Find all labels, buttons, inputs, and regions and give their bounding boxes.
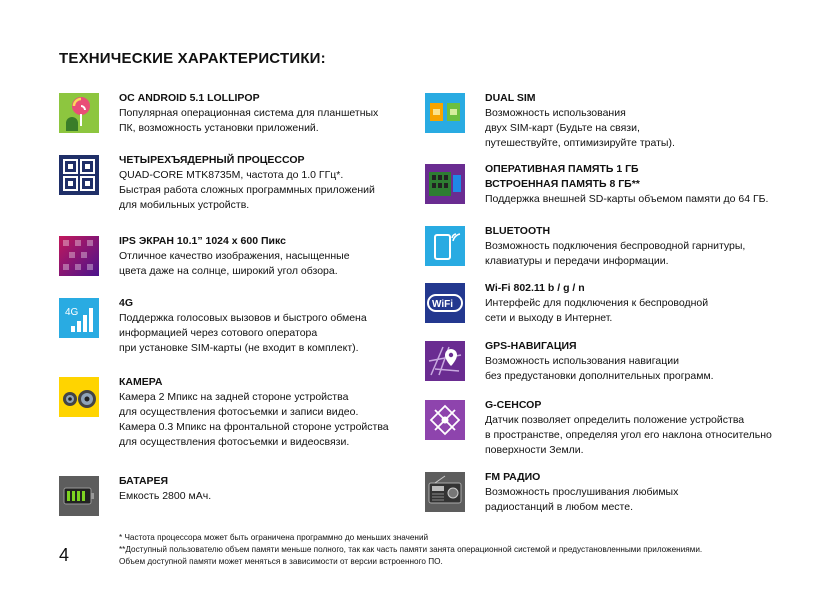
ips-screen-icon [59,236,99,276]
feature-text: Возможность использования [485,107,626,119]
feature-heading-2: ВСТРОЕННАЯ ПАМЯТЬ 8 ГБ** [485,178,640,190]
feature-heading: G-СЕНСОР [485,399,542,411]
feature-heading: БАТАРЕЯ [119,475,169,487]
feature-battery [59,474,211,516]
feature-heading: DUAL SIM [485,92,536,104]
feature-text: Поддержка голосовых вызовов и быстрого обмена [119,312,367,324]
feature-text: Интерфейс для подключения к беспроводной [485,297,709,309]
bluetooth-phone-icon [425,226,465,266]
feature-text: двух SIM-карт (Будьте на связи, [485,122,640,134]
quad-core-cpu-icon [59,155,99,195]
feature-text: для осуществления фотосъемки и записи видео. [119,406,359,418]
feature-heading: ОС ANDROID 5.1 LOLLIPOP [119,92,260,104]
feature-text: при установке SIM-карты (не входит в комплект). [119,342,359,354]
feature-heading: ЧЕТЫРЕХЪЯДЕРНЫЙ ПРОЦЕССОР [119,154,305,166]
feature-heading: КАМЕРА [119,376,163,388]
feature-text: Возможность использования навигации [485,355,679,367]
wifi-label: WiFi [432,299,454,310]
4g-label: 4G [65,307,79,318]
feature-text: ПК, возможность установки приложений. [119,122,319,134]
feature-text: Камера 0.3 Мпикс на фронтальной стороне устройства [119,421,389,433]
feature-text: без предустановки дополнительных программ. [485,370,714,382]
camera-icon [59,377,99,417]
feature-text: для мобильных устройств. [119,199,250,211]
feature-text: радиостанций в любом месте. [485,501,633,513]
feature-fm-radio [425,470,678,515]
feature-text: Емкость 2800 мАч. [119,490,212,502]
feature-text: Возможность подключения беспроводной гарнитуры, [485,240,746,252]
feature-text: в пространстве, определяя угол его наклона относительно [485,429,772,441]
feature-text: Быстрая работа сложных программных приложений [119,184,375,196]
feature-heading: 4G [119,297,134,309]
feature-text: Возможность прослушивания любимых [485,486,679,498]
footnote-memory: **Доступный пользователю объем памяти меньше полного, так как часть памяти занята операционной системой и предустановленными приложениями. [119,545,703,554]
feature-heading: ОПЕРАТИВНАЯ ПАМЯТЬ 1 ГБ [485,163,639,175]
feature-text: Популярная операционная система для планшетных [119,107,379,119]
feature-4g [59,296,367,356]
feature-ips [59,234,350,279]
footnote-cpu: * Частота процессора может быть ограничена программно до меньших значений [119,533,429,542]
feature-wifi [425,281,708,326]
feature-heading: IPS ЭКРАН 10.1” 1024 x 600 Пикс [119,235,286,247]
feature-text: Камера 2 Мпикс на задней стороне устройства [119,391,349,403]
feature-dual-sim [425,91,675,151]
android-lollipop-icon [59,93,99,133]
page-number: 4 [59,545,70,565]
feature-text: QUAD-CORE MTK8735M, частота до 1.0 ГГц*. [119,169,344,181]
feature-text: информацией через сотового оператора [119,327,318,339]
dual-sim-icon [425,93,465,133]
feature-heading: BLUETOOTH [485,225,551,237]
feature-bluetooth [425,224,745,269]
memory-icon [425,164,465,204]
4g-signal-icon [59,298,99,338]
feature-text: путешествуйте, оптимизируйте траты). [485,137,675,149]
feature-text: клавиатуры и передачи информации. [485,255,669,267]
footnote-memory-2: Объем доступной памяти может меняться в зависимости от версии встроенного ПО. [119,557,443,566]
battery-icon [59,476,99,516]
feature-text: Поддержка внешней SD-карты объемом памяти до 64 ГБ. [485,193,769,205]
feature-text: поверхности Земли. [485,444,584,456]
feature-text: Датчик позволяет определить положение устройства [485,414,745,426]
feature-gps [425,339,714,384]
g-sensor-icon [425,400,465,440]
feature-text: Отличное качество изображения, насыщенные [119,250,350,262]
feature-text: цвета даже на солнце, широкий угол обзора. [119,265,338,277]
feature-heading: Wi-Fi 802.11 b / g / n [485,282,585,294]
gps-navigation-icon [425,341,465,381]
feature-heading: GPS-НАВИГАЦИЯ [485,340,577,352]
fm-radio-icon [425,472,465,512]
wifi-icon [425,283,465,323]
feature-android [59,91,378,136]
feature-g-sensor [425,398,772,458]
feature-cpu [59,153,375,213]
page-title: ТЕХНИЧЕСКИЕ ХАРАКТЕРИСТИКИ: [59,50,326,67]
feature-text: для осуществления фотосъемки и видеосвязи. [119,436,350,448]
feature-heading: FM РАДИО [485,471,541,483]
feature-memory [425,162,768,207]
feature-camera [59,375,389,450]
feature-text: сети и выходу в Интернет. [485,312,613,324]
